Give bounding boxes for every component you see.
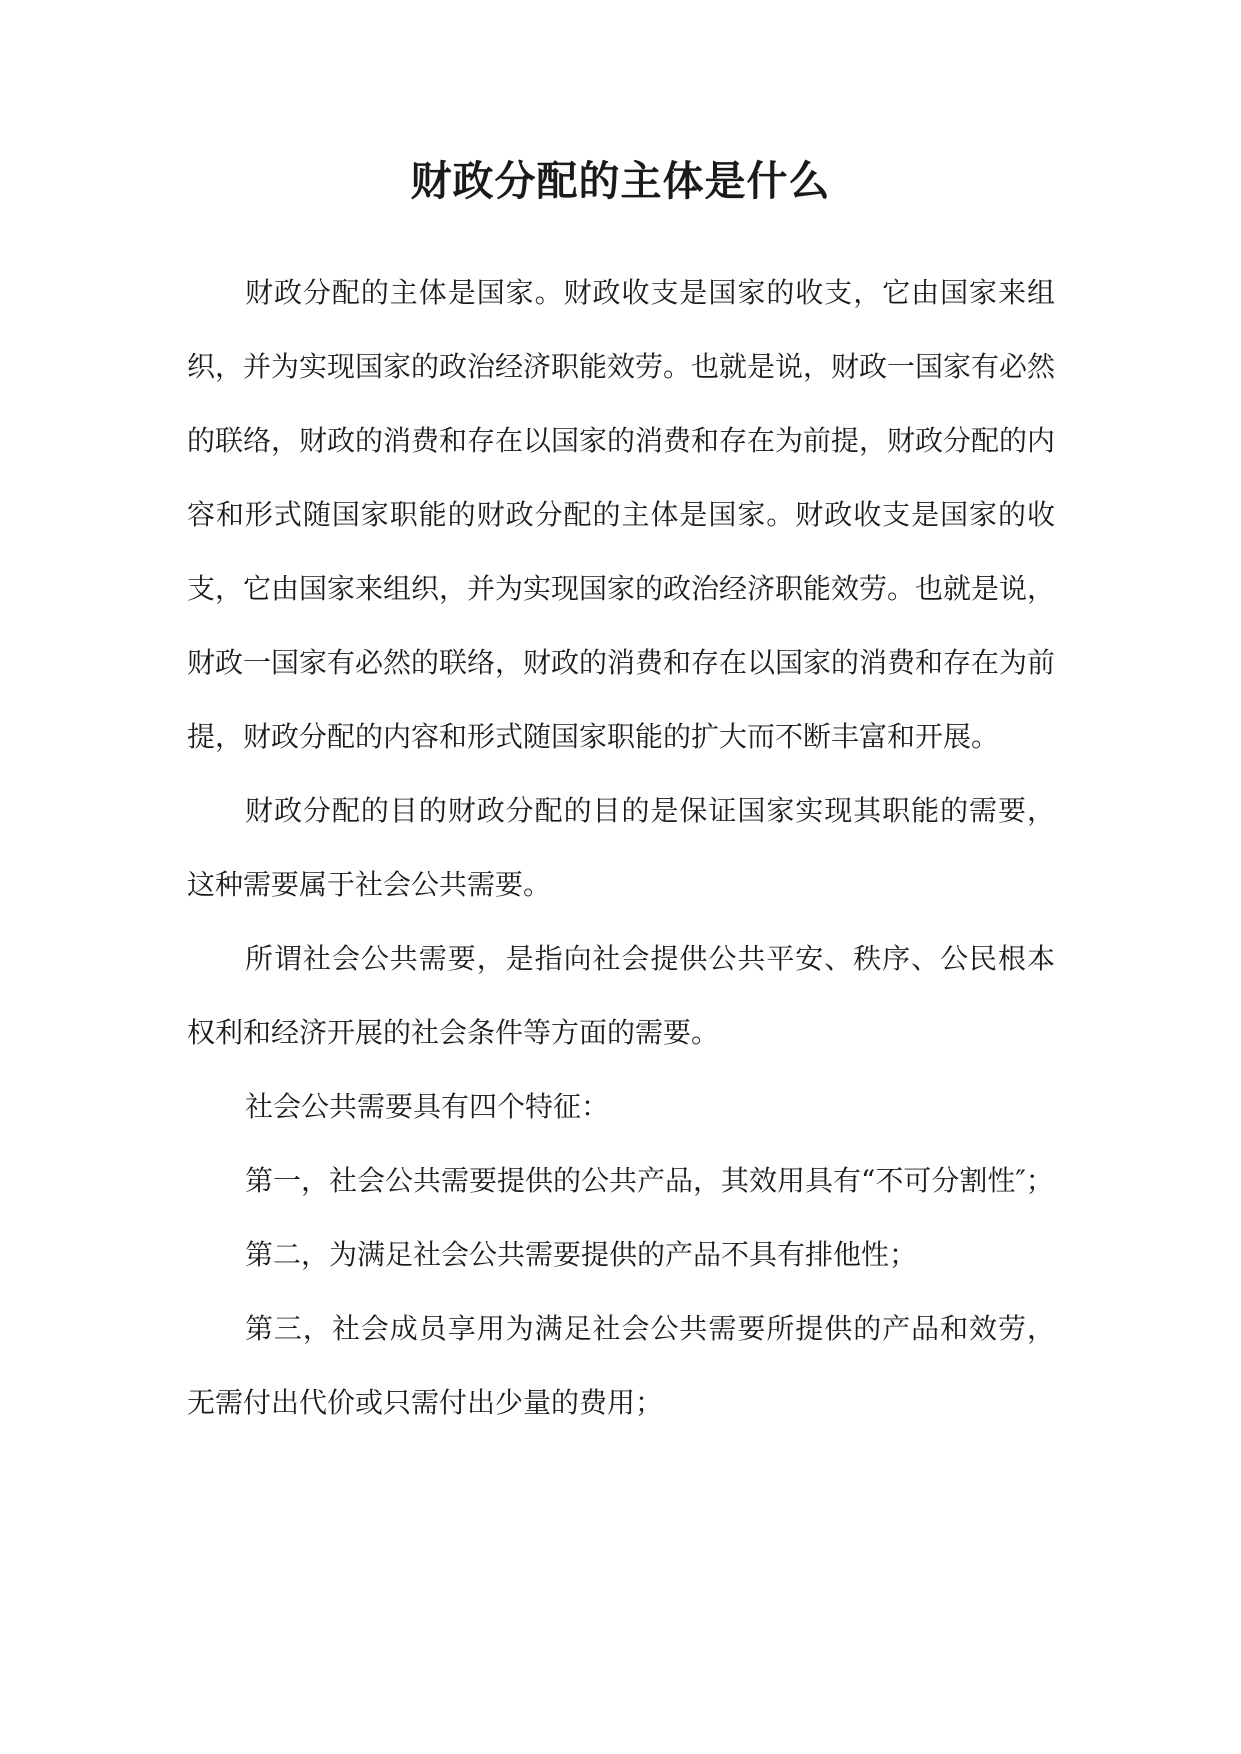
paragraph-4: 社会公共需要具有四个特征： bbox=[245, 1090, 610, 1123]
document-body bbox=[187, 256, 1055, 1440]
paragraph-7: 第三，社会成员享用为满足社会公共需要所提供的产品和效劳，无需付出代价或只需付出少量的费用； bbox=[187, 1312, 1055, 1419]
paragraph-5: 第一，社会公共需要提供的公共产品，其效用具有“不可分割性″； bbox=[245, 1164, 1054, 1197]
paragraph-1: 财政分配的主体是国家。财政收支是国家的收支，它由国家来组织，并为实现国家的政治经济职能效劳。也就是说，财政一国家有必然的联络，财政的消费和存在以国家的消费和存在为前提，财政分配的内容和形式随国家职能的财政分配的主体是国家。财政收支是国家的收支，它由国家来组织，并为实现国家的政治经济职能效劳。也就是说，财政一国家有必然的联络，财政的消费和存在以国家的消费和存在为前提，财政分配的内容和形式随国家职能的扩大而不断丰富和开展。 bbox=[187, 276, 1056, 753]
paragraph-2: 财政分配的目的财政分配的目的是保证国家实现其职能的需要，这种需要属于社会公共需要。 bbox=[187, 794, 1055, 901]
paragraph-3: 所谓社会公共需要，是指向社会提供公共平安、秩序、公民根本权利和经济开展的社会条件等方面的需要。 bbox=[187, 942, 1055, 1049]
paragraph-6: 第二，为满足社会公共需要提供的产品不具有排他性； bbox=[245, 1238, 918, 1271]
document-title: 财政分配的主体是什么 bbox=[410, 157, 831, 205]
